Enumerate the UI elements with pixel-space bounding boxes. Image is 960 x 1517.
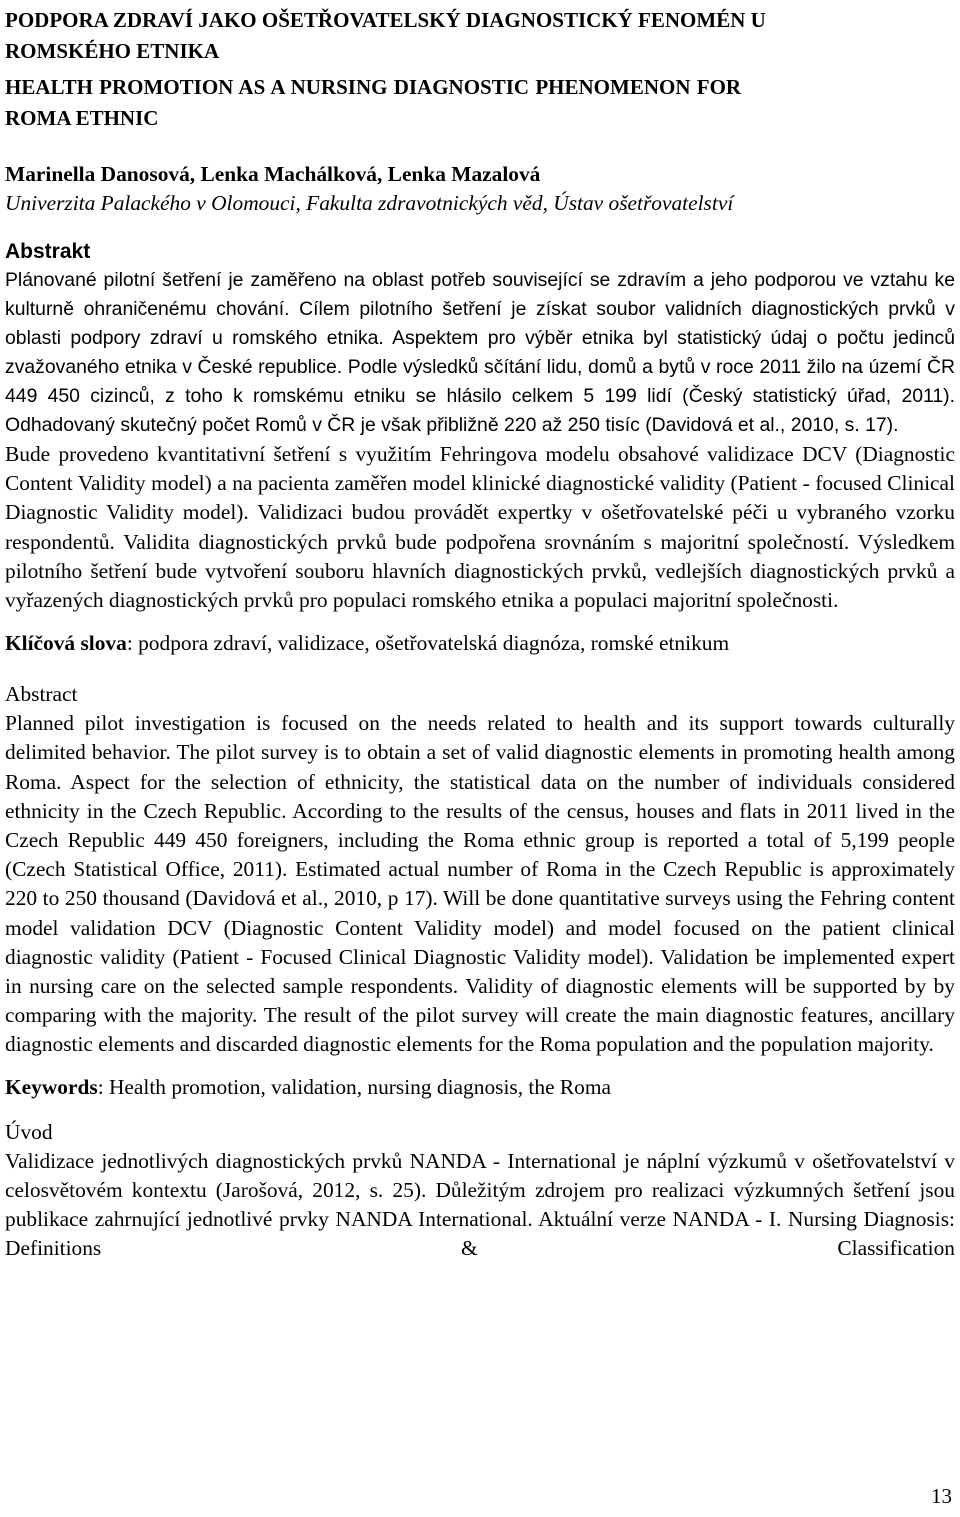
title-czech-line-2: ROMSKÉHO ETNIKA (5, 39, 220, 63)
title-czech-line-1: PODPORA ZDRAVÍ JAKO OŠETŘOVATELSKÝ DIAGNOSTICKÝ FENOMÉN U (5, 8, 766, 32)
keywords-label: Keywords (5, 1074, 98, 1099)
title-english-line-1: HEALTH PROMOTION AS A NURSING DIAGNOSTIC PHENOMENON FOR (5, 75, 742, 99)
uvod-body: Validizace jednotlivých diagnostických prvků NANDA - International je náplní výzkumů v ošetřovatelství v celosvětovém kontextu (Jarošová, 2012, s. 25). Důležitým zdrojem pro realizaci výzkumných šetření jsou publikace zahrnující jednotlivé prvky NANDA International. Aktuální verze NANDA - I. Nursing Diagnosis: Definitions & Classification (5, 1148, 955, 1261)
abstrakt-intro: Plánované pilotní šetření je zaměřeno na oblast potřeb související se zdravím a jeho podporou ve vztahu ke kulturně ohraničenému chování. (5, 269, 955, 320)
page-number: 13 (931, 1484, 952, 1508)
abstrakt-heading: Abstrakt (5, 240, 91, 263)
abstract-heading: Abstract (5, 682, 78, 707)
klicova-slova-label: Klíčová slova (5, 631, 127, 656)
title-english-line-2: ROMA ETHNIC (5, 106, 159, 130)
klicova-slova-text: : podpora zdraví, validizace, ošetřovatelská diagnóza, romské etnikum (126, 631, 730, 656)
keywords-text: : Health promotion, validation, nursing diagnosis, the Roma (97, 1074, 611, 1099)
abstrakt-methods: Cílem pilotního šetření je získat soubor validních diagnostických prvků v oblasti podpory zdraví u romského etnika. Aspektem pro výběr etnika byl statistický údaj o počtu jedinců zvažovaného etnika v České republice. Podle výsledků sčítání lidu, domů a bytů v roce 2011 žilo na území ČR 449 450 cizinců, z toho k romskému etniku se hlásilo celkem 5 199 lidí (Český statistický úřad, 2011). Odhadovaný skutečný počet Romů v ČR je však přibližně 220 až 250 tisíc (Davidová et al., 2010, s. 17). (5, 298, 955, 436)
title-english (5, 72, 955, 134)
document-page (5, 5, 955, 1263)
uvod-heading: Úvod (5, 1119, 53, 1144)
abstrakt-body (5, 266, 955, 440)
title-czech (5, 5, 955, 67)
authors: Marinella Danosová, Lenka Machálková, Lenka Mazalová (5, 162, 541, 186)
affiliation: Univerzita Palackého v Olomouci, Fakulta zdravotnických věd, Ústav ošetřovatelství (5, 191, 734, 215)
abstract-body: Planned pilot investigation is focused on the needs related to health and its support towards culturally delimited behavior. The pilot survey is to obtain a set of valid diagnostic elements in promoting health among Roma. Aspect for the selection of ethnicity, the statistical data on the number of individuals considered ethnicity in the Czech Republic. According to the results of the census, houses and flats in 2011 lived in the Czech Republic 449 450 foreigners, including the Roma ethnic group is reported a total of 5,199 people (Czech Statistical Office, 2011). Estimated actual number of Roma in the Czech Republic is approximately 220 to 250 thousand (Davidová et al., 2010, p 17). Will be done quantitative surveys using the Fehring content model validation DCV (Diagnostic Content Validity model) and model focused on the patient clinical diagnostic validity (Patient - Focused Clinical Diagnostic Validity model). Validation be implemented expert in nursing care on the selected sample respondents. Validity of diagnostic elements will be supported by by comparing with the majority. The result of the pilot survey will create the main diagnostic features, ancillary diagnostic elements and discarded diagnostic elements for the Roma population and the population majority. (5, 711, 955, 1057)
klicova-slova (5, 629, 955, 658)
keywords (5, 1073, 955, 1102)
abstrakt-body-continued: Bude provedeno kvantitativní šetření s využitím Fehringova modelu obsahové validizace DCV (Diagnostic Content Validity model) a na pacienta zaměřen model klinické diagnostické validity (Patient - focused Clinical Diagnostic Validity model). Validizaci budou provádět expertky v ošetřovatelské péči u vybraného vzorku respondentů. Validita diagnostických prvků bude podpořena srovnáním s majoritní společností. Výsledkem pilotního šetření bude vytvoření souboru hlavních diagnostických prvků, vedlejších diagnostických prvků a vyřazených diagnostických prvků pro populaci romského etnika a populaci majoritní společnosti. (5, 442, 955, 613)
